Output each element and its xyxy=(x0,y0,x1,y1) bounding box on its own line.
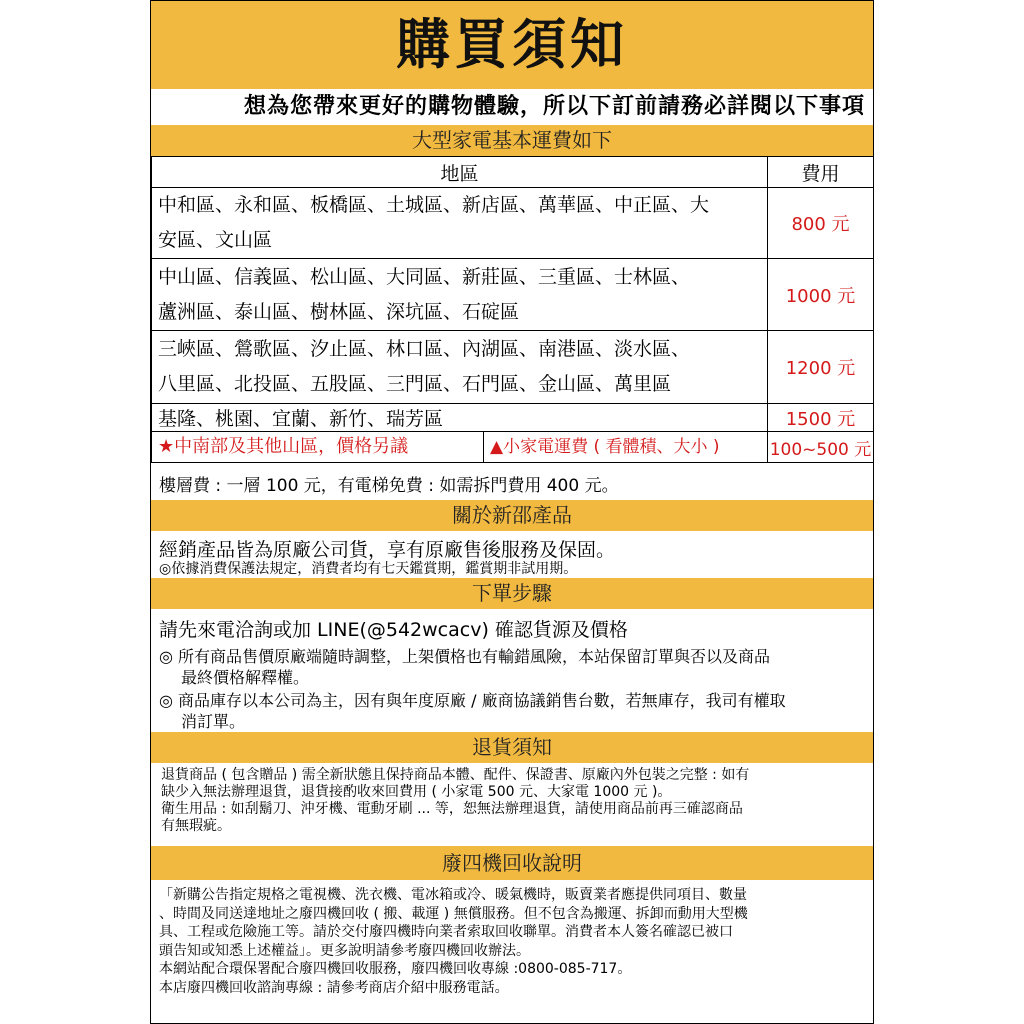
returns-line: 衛生用品 : 如刮鬍刀、沖牙機、電動牙刷 ... 等，恕無法辦理退貨，請使用商品前再三確認商品 xyxy=(161,801,743,817)
about-heading: 關於新邵產品 xyxy=(151,500,873,531)
recycle-line: 本店廢四機回收諮詢專線 : 請參考商店介紹中服務電話。 xyxy=(159,979,509,996)
recycle-line: 具、工程或危險施工等。請於交付廢四機時向業者索取回收聯單。消費者本人簽名確認已被口 xyxy=(159,924,733,940)
recycle-line: 「新購公告指定規格之電視機、洗衣機、電冰箱或冷、暖氣機時，販賣業者應提供同項目、數量 xyxy=(159,887,747,903)
region-line: 三峽區、鶯歌區、汐止區、林口區、內湖區、南港區、淡水區、 xyxy=(158,338,691,360)
region-line: 八里區、北投區、五股區、三門區、石門區、金山區、萬里區 xyxy=(158,373,672,395)
region-cell xyxy=(152,188,768,259)
table-header-row xyxy=(152,157,874,188)
fee-cell: 800 元 xyxy=(768,188,874,259)
special-cell xyxy=(152,432,768,463)
region-line: 中和區、永和區、板橋區、土城區、新店區、萬華區、中正區、大 xyxy=(158,194,710,216)
order-item: ◎ 所有商品售價原廠端隨時調整，上架價格也有輸錯風險，本站保留訂單與否以及商品 xyxy=(159,647,771,666)
returns-line: 退貨商品 ( 包含贈品 ) 需全新狀態且保持商品本體、配件、保證書、原廠內外包裝之完整 : 如有 xyxy=(161,767,750,783)
small-appliance-fee: 100~500 元 xyxy=(768,432,874,463)
about-note: ◎依據消費保護法規定，消費者均有七天鑑賞期，鑑賞期非試用期。 xyxy=(159,561,578,577)
returns-heading: 退貨須知 xyxy=(151,732,873,763)
returns-line: 有無瑕疵。 xyxy=(161,818,231,834)
order-heading: 下單步驟 xyxy=(151,578,873,609)
recycle-line: 頭告知或知悉上述權益」。更多說明請參考廢四機回收辦法。 xyxy=(159,942,530,959)
small-appliance-note: ▲小家電運費 ( 看體積、大小 ) xyxy=(490,437,720,457)
special-row xyxy=(152,432,874,463)
table-row xyxy=(152,404,874,432)
special-region-note: ★中南部及其他山區，價格另議 xyxy=(152,432,484,462)
notice-sheet xyxy=(150,0,874,1024)
recycle-line: 、時間及同送達地址之廢四機回收 ( 搬、載運 ) 無償服務。但不包含為搬運、拆卸而動用大型機 xyxy=(159,905,748,922)
page-title: 購買須知 xyxy=(151,1,873,89)
table-row xyxy=(152,259,874,331)
returns-line: 缺少入無法辦理退貨，退貨接酌收來回費用 ( 小家電 500 元、大家電 1000 元 )。 xyxy=(161,784,672,800)
fee-cell: 1200 元 xyxy=(768,331,874,404)
order-item-cont: 最終價格解釋權。 xyxy=(181,668,310,687)
recycle-line: 本網站配合環保署配合廢四機回收服務，廢四機回收專線 :0800-085-717。 xyxy=(159,961,632,977)
page-subtitle: 想為您帶來更好的購物體驗，所以下訂前請務必詳閱以下事項 xyxy=(243,94,865,119)
order-item-cont: 消訂單。 xyxy=(181,712,246,731)
fee-cell: 1000 元 xyxy=(768,259,874,331)
region-cell xyxy=(152,331,768,404)
region-line: 安區、文山區 xyxy=(158,229,273,251)
table-row xyxy=(152,331,874,404)
order-line: 請先來電洽詢或加 LINE(@542wcacv) 確認貨源及價格 xyxy=(159,619,628,641)
region-line: 中山區、信義區、松山區、大同區、新莊區、三重區、士林區、 xyxy=(158,265,691,288)
floor-fee-note: 樓層費 : 一層 100 元，有電梯免費 : 如需拆門費用 400 元。 xyxy=(159,476,619,496)
shipping-fee-table xyxy=(151,156,874,463)
fee-cell: 1500 元 xyxy=(768,404,874,432)
shipping-heading: 大型家電基本運費如下 xyxy=(151,125,873,156)
order-item: ◎ 商品庫存以本公司為主，因有與年度原廠 / 廠商協議銷售台數，若無庫存，我司有權取 xyxy=(159,691,786,710)
region-line: 蘆洲區、泰山區、樹林區、深坑區、石碇區 xyxy=(158,300,520,323)
fee-column-header: 費用 xyxy=(768,157,874,188)
region-column-header: 地區 xyxy=(152,157,768,188)
returns-body xyxy=(161,767,749,835)
region-cell xyxy=(152,259,768,331)
table-row xyxy=(152,188,874,259)
recycle-heading: 廢四機回收說明 xyxy=(151,846,873,880)
region-cell: 基隆、桃園、宜蘭、新竹、瑞芳區 xyxy=(152,404,768,432)
about-line: 經銷產品皆為原廠公司貨，享有原廠售後服務及保固。 xyxy=(159,539,616,561)
recycle-body xyxy=(159,886,748,997)
